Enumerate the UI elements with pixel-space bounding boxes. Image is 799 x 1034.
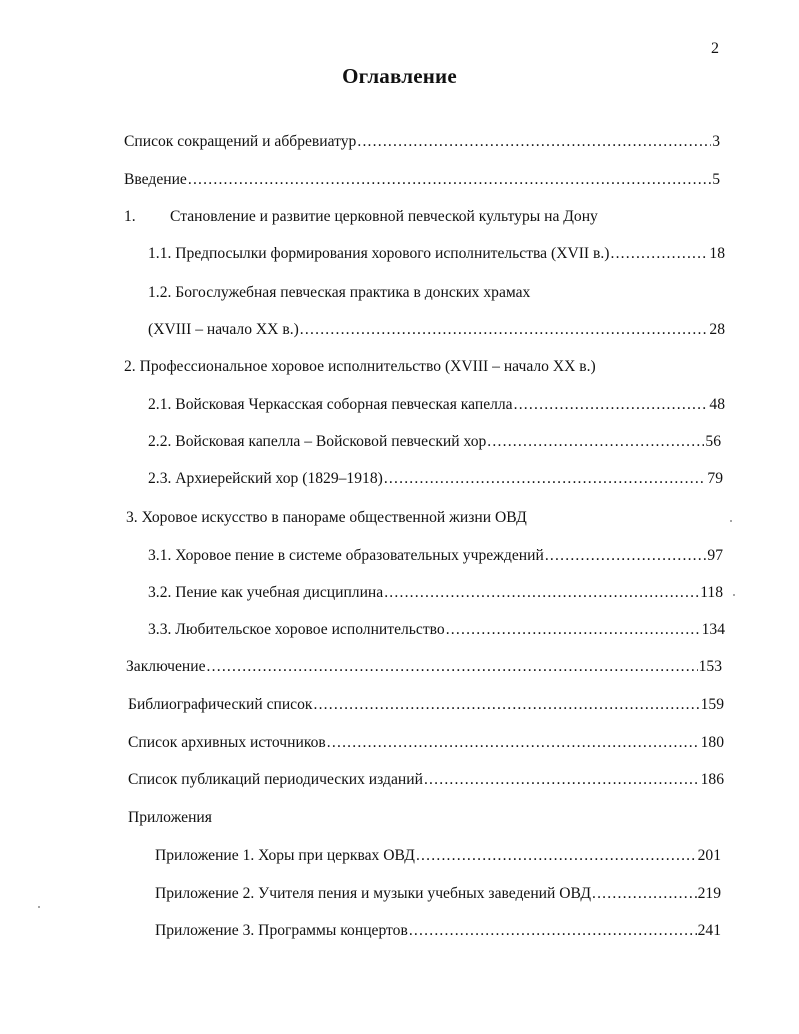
toc-leader-dots bbox=[446, 621, 701, 639]
toc-entry-page: 5 bbox=[712, 171, 720, 188]
toc-entry-text: Список архивных источников bbox=[128, 734, 326, 751]
toc-leader-dots bbox=[357, 133, 711, 151]
toc-entry-page: 79 bbox=[707, 470, 723, 487]
toc-entry-text: Становление и развитие церковной певческой культуры на Дону bbox=[170, 208, 598, 225]
toc-entry-page: 186 bbox=[700, 771, 724, 788]
toc-entry-page: 159 bbox=[700, 696, 724, 713]
toc-entry-page: 56 bbox=[705, 433, 721, 450]
toc-entry-conclusion bbox=[126, 658, 722, 680]
chapter-number: 1. bbox=[124, 208, 136, 225]
toc-entry-page: 201 bbox=[697, 847, 721, 864]
toc-section-1-2-line1 bbox=[148, 284, 725, 306]
toc-entry-text: Введение bbox=[124, 171, 187, 188]
toc-entry-text: Приложение 3. Программы концертов bbox=[155, 922, 408, 939]
toc-leader-dots bbox=[416, 847, 697, 865]
scan-speck bbox=[38, 906, 40, 908]
toc-entry-text: 3.3. Любительское хоровое исполнительство bbox=[148, 621, 445, 638]
toc-entry-page: 134 bbox=[701, 621, 725, 638]
toc-entry-text: 1.2. Богослужебная певческая практика в донских храмах bbox=[148, 284, 531, 301]
toc-entry-text: 2.3. Архиерейский хор (1829–1918) bbox=[148, 470, 383, 487]
toc-leader-dots bbox=[409, 922, 697, 940]
toc-entry-text: 3. Хоровое искусство в панораме общественной жизни ОВД bbox=[126, 509, 527, 526]
toc-section-3-1 bbox=[148, 547, 723, 569]
toc-entry-periodicals bbox=[128, 771, 724, 793]
toc-entry-page: 219 bbox=[697, 885, 721, 902]
toc-entry-text: 3.1. Хоровое пение в системе образовательных учреждений bbox=[148, 547, 544, 564]
toc-leader-dots bbox=[592, 885, 697, 903]
toc-chapter-2 bbox=[124, 358, 724, 380]
toc-entry-page: 118 bbox=[700, 584, 723, 601]
toc-leader-dots bbox=[545, 547, 707, 565]
toc-leader-dots bbox=[514, 396, 709, 414]
toc-entry-page: 153 bbox=[698, 658, 722, 675]
toc-section-2-2 bbox=[148, 433, 721, 455]
toc-entry-text: Заключение bbox=[126, 658, 206, 675]
toc-entry-page: 97 bbox=[707, 547, 723, 564]
toc-section-2-1 bbox=[148, 396, 725, 418]
toc-appendix-1 bbox=[155, 847, 721, 869]
toc-entry-page: 3 bbox=[712, 133, 720, 150]
toc-leader-dots bbox=[327, 734, 700, 752]
toc-leader-dots bbox=[384, 470, 707, 488]
toc-entry-appendices bbox=[128, 809, 428, 831]
toc-entry-text: 2.1. Войсковая Черкасская соборная певческая капелла bbox=[148, 396, 513, 413]
page-title: Оглавление bbox=[342, 64, 457, 88]
scan-speck bbox=[733, 594, 735, 596]
toc-entry-text: Приложения bbox=[128, 809, 212, 826]
toc-entry-text: (XVIII – начало XX в.) bbox=[148, 321, 299, 338]
toc-leader-dots bbox=[188, 171, 711, 189]
toc-entry-text: 2.2. Войсковая капелла – Войсковой певческий хор bbox=[148, 433, 487, 450]
toc-section-3-3 bbox=[148, 621, 725, 643]
toc-leader-dots bbox=[300, 321, 709, 339]
toc-entry-page: 241 bbox=[697, 922, 721, 939]
toc-entry-text: Приложение 1. Хоры при церквах ОВД bbox=[155, 847, 415, 864]
toc-section-3-2 bbox=[148, 584, 723, 606]
toc-leader-dots bbox=[487, 433, 704, 451]
toc-entry-page: 18 bbox=[709, 245, 725, 262]
toc-appendix-2 bbox=[155, 885, 721, 907]
toc-leader-dots bbox=[424, 771, 700, 789]
toc-chapter-3 bbox=[126, 509, 722, 531]
toc-leader-dots bbox=[384, 584, 699, 602]
toc-entry-text: Приложение 2. Учителя пения и музыки учебных заведений ОВД bbox=[155, 885, 591, 902]
toc-entry-text: 3.2. Пение как учебная дисциплина bbox=[148, 584, 384, 601]
toc-section-2-3 bbox=[148, 470, 723, 492]
toc-entry-abbreviations bbox=[124, 133, 720, 155]
toc-entry-text: Библиографический список bbox=[128, 696, 313, 713]
toc-entry-page: 28 bbox=[709, 321, 725, 338]
scan-speck bbox=[730, 520, 732, 522]
toc-entry-text: 1.1. Предпосылки формирования хорового исполнительства (XVII в.) bbox=[148, 245, 610, 262]
toc-entry-text: 2. Профессиональное хоровое исполнительство (XVIII – начало XX в.) bbox=[124, 358, 596, 375]
toc-section-1-2-line2 bbox=[148, 321, 725, 343]
page-number: 2 bbox=[711, 40, 719, 57]
toc-entry-text: Список публикаций периодических изданий bbox=[128, 771, 423, 788]
toc-entry-bibliography bbox=[128, 696, 724, 718]
toc-appendix-3 bbox=[155, 922, 721, 944]
toc-leader-dots bbox=[610, 245, 708, 263]
toc-entry-introduction bbox=[124, 171, 720, 193]
toc-entry-page: 48 bbox=[709, 396, 725, 413]
toc-leader-dots bbox=[207, 658, 698, 676]
toc-section-1-1 bbox=[148, 245, 725, 267]
toc-chapter-1 bbox=[124, 208, 720, 230]
toc-leader-dots bbox=[313, 696, 699, 714]
toc-entry-page: 180 bbox=[700, 734, 724, 751]
toc-entry-text: Список сокращений и аббревиатур bbox=[124, 133, 357, 150]
toc-entry-archival-sources bbox=[128, 734, 724, 756]
